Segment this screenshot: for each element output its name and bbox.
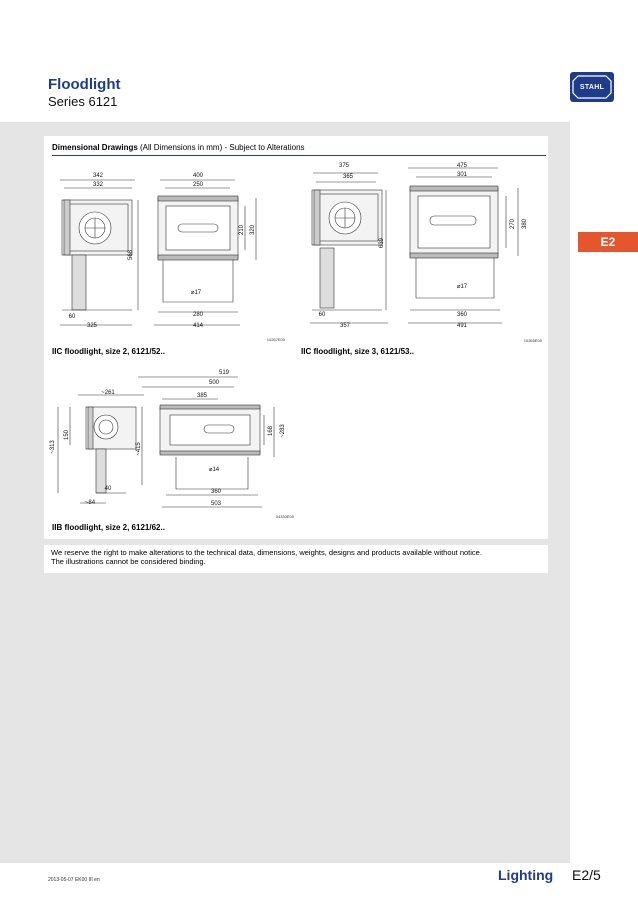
drawing-iic-size3 [298, 158, 546, 345]
notice-line-1: We reserve the right to make alterations to the technical data, dimensions, weights, designs and products available without notice. [51, 548, 482, 557]
dim-250: 250 [192, 182, 204, 188]
dim-415: ~415 [136, 442, 142, 456]
dim-385: 385 [196, 393, 208, 399]
dim-150: 150 [64, 429, 70, 441]
dim-475: 475 [456, 163, 468, 169]
drawing-iic-size2 [50, 160, 290, 345]
dim-332: 332 [92, 182, 104, 188]
dim-519: 519 [218, 370, 230, 376]
dim-639: 639 [379, 237, 385, 249]
dim-357: 357 [339, 323, 351, 329]
dim-210: 210 [239, 224, 245, 236]
dim-360: 360 [456, 312, 468, 318]
footer-section[interactable]: Lighting [498, 867, 554, 883]
dim-365: 365 [342, 174, 354, 180]
section-heading-bold: Dimensional Drawings [52, 143, 138, 152]
notice-line-2: The illustrations cannot be considered binding. [51, 557, 206, 566]
dim-313: ~313 [50, 440, 56, 454]
dim-d14: ⌀14 [208, 467, 220, 473]
caption-iib-size2: IIB floodlight, size 2, 6121/62.. [52, 523, 165, 532]
page-title: Floodlight [48, 76, 121, 93]
dim-320: 320 [250, 224, 256, 236]
dim-414: 414 [192, 323, 204, 329]
dim-d17: ⌀17 [190, 290, 202, 296]
dim-261: ~261 [101, 390, 115, 396]
footer-page-number: E2/5 [572, 867, 601, 883]
dim-325: 325 [86, 323, 98, 329]
section-heading-rest: (All Dimensions in mm) - Subject to Alterations [137, 143, 305, 152]
drawing-number: 04330E00 [275, 514, 294, 519]
dim-503: 503 [210, 501, 222, 507]
page-subtitle: Series 6121 [48, 94, 118, 109]
dim-400: 400 [192, 173, 204, 179]
caption-iic-size2: IIC floodlight, size 2, 6121/52.. [52, 347, 165, 356]
dim-168: 168 [268, 425, 274, 437]
dim-60: 60 [68, 314, 76, 320]
dim-60: 60 [318, 312, 326, 318]
dim-500: 500 [208, 380, 220, 386]
drawing-number: 10267E00 [266, 337, 285, 342]
dim-375: 375 [338, 163, 350, 169]
dim-d17: ⌀17 [456, 284, 468, 290]
dim-380: 380 [522, 218, 528, 230]
notice-box [44, 545, 548, 573]
dim-360: 360 [210, 489, 222, 495]
drawing-iib-size2 [36, 365, 298, 525]
dim-568: 568 [128, 249, 134, 261]
logo-text: STAHL [579, 83, 605, 91]
drawing-number: 10265E00 [523, 338, 542, 343]
dim-491: 491 [456, 323, 468, 329]
dim-84: ~84 [84, 500, 96, 506]
section-tab-e2[interactable]: E2 [578, 232, 638, 252]
caption-iic-size3: IIC floodlight, size 3, 6121/53.. [301, 347, 414, 356]
dim-301: 301 [456, 172, 468, 178]
dim-342: 342 [92, 173, 104, 179]
dim-283: ~283 [280, 424, 286, 438]
stahl-logo [570, 72, 614, 102]
footer-date-code: 2013-05-07 EK00 III en [48, 877, 100, 883]
dim-270: 270 [510, 218, 516, 230]
dim-280: 280 [192, 312, 204, 318]
section-heading [52, 143, 546, 156]
dim-40: 40 [104, 486, 112, 492]
